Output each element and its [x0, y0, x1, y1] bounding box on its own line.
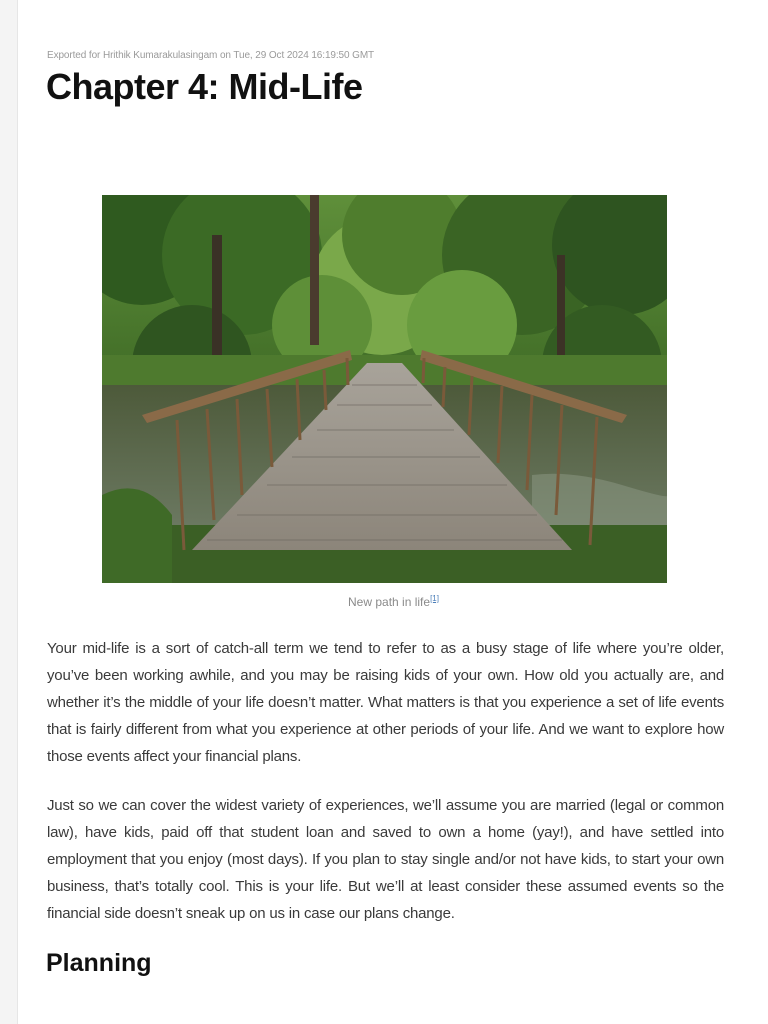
bridge-photo [102, 195, 667, 583]
chapter-title: Chapter 4: Mid-Life [46, 66, 363, 107]
section-heading: Planning [46, 949, 152, 977]
document-page [17, 0, 768, 1024]
footnote-link[interactable]: [1] [430, 594, 439, 603]
paragraph: Your mid-life is a sort of catch-all term we tend to refer to as a busy stage of life where you’re older, you’ve been working awhile, and you may be raising kids of your own. How old you actually are, and whether it’s the middle of your life doesn’t matter. What matters is that you experience a set of life events that is fairly different from what you experience at other periods of your life. And we want to explore how those events affect your financial plans. [47, 640, 724, 765]
export-info: Exported for Hrithik Kumarakulasingam on Tue, 29 Oct 2024 16:19:50 GMT [47, 50, 375, 61]
paragraph: Just so we can cover the widest variety of experiences, we’ll assume you are married (legal or common law), have kids, paid off that student loan and saved to own a home (yay!), and have settled into employment that you enjoy (most days). If you plan to stay single and/or not have kids, to start your own business, that’s totally cool. This is your life. But we’ll at least consider these assumed events so the financial side doesn’t sneak up on us in case our plans change. [47, 797, 724, 922]
figure-caption [18, 594, 768, 609]
caption-text: New path in life [348, 595, 431, 609]
